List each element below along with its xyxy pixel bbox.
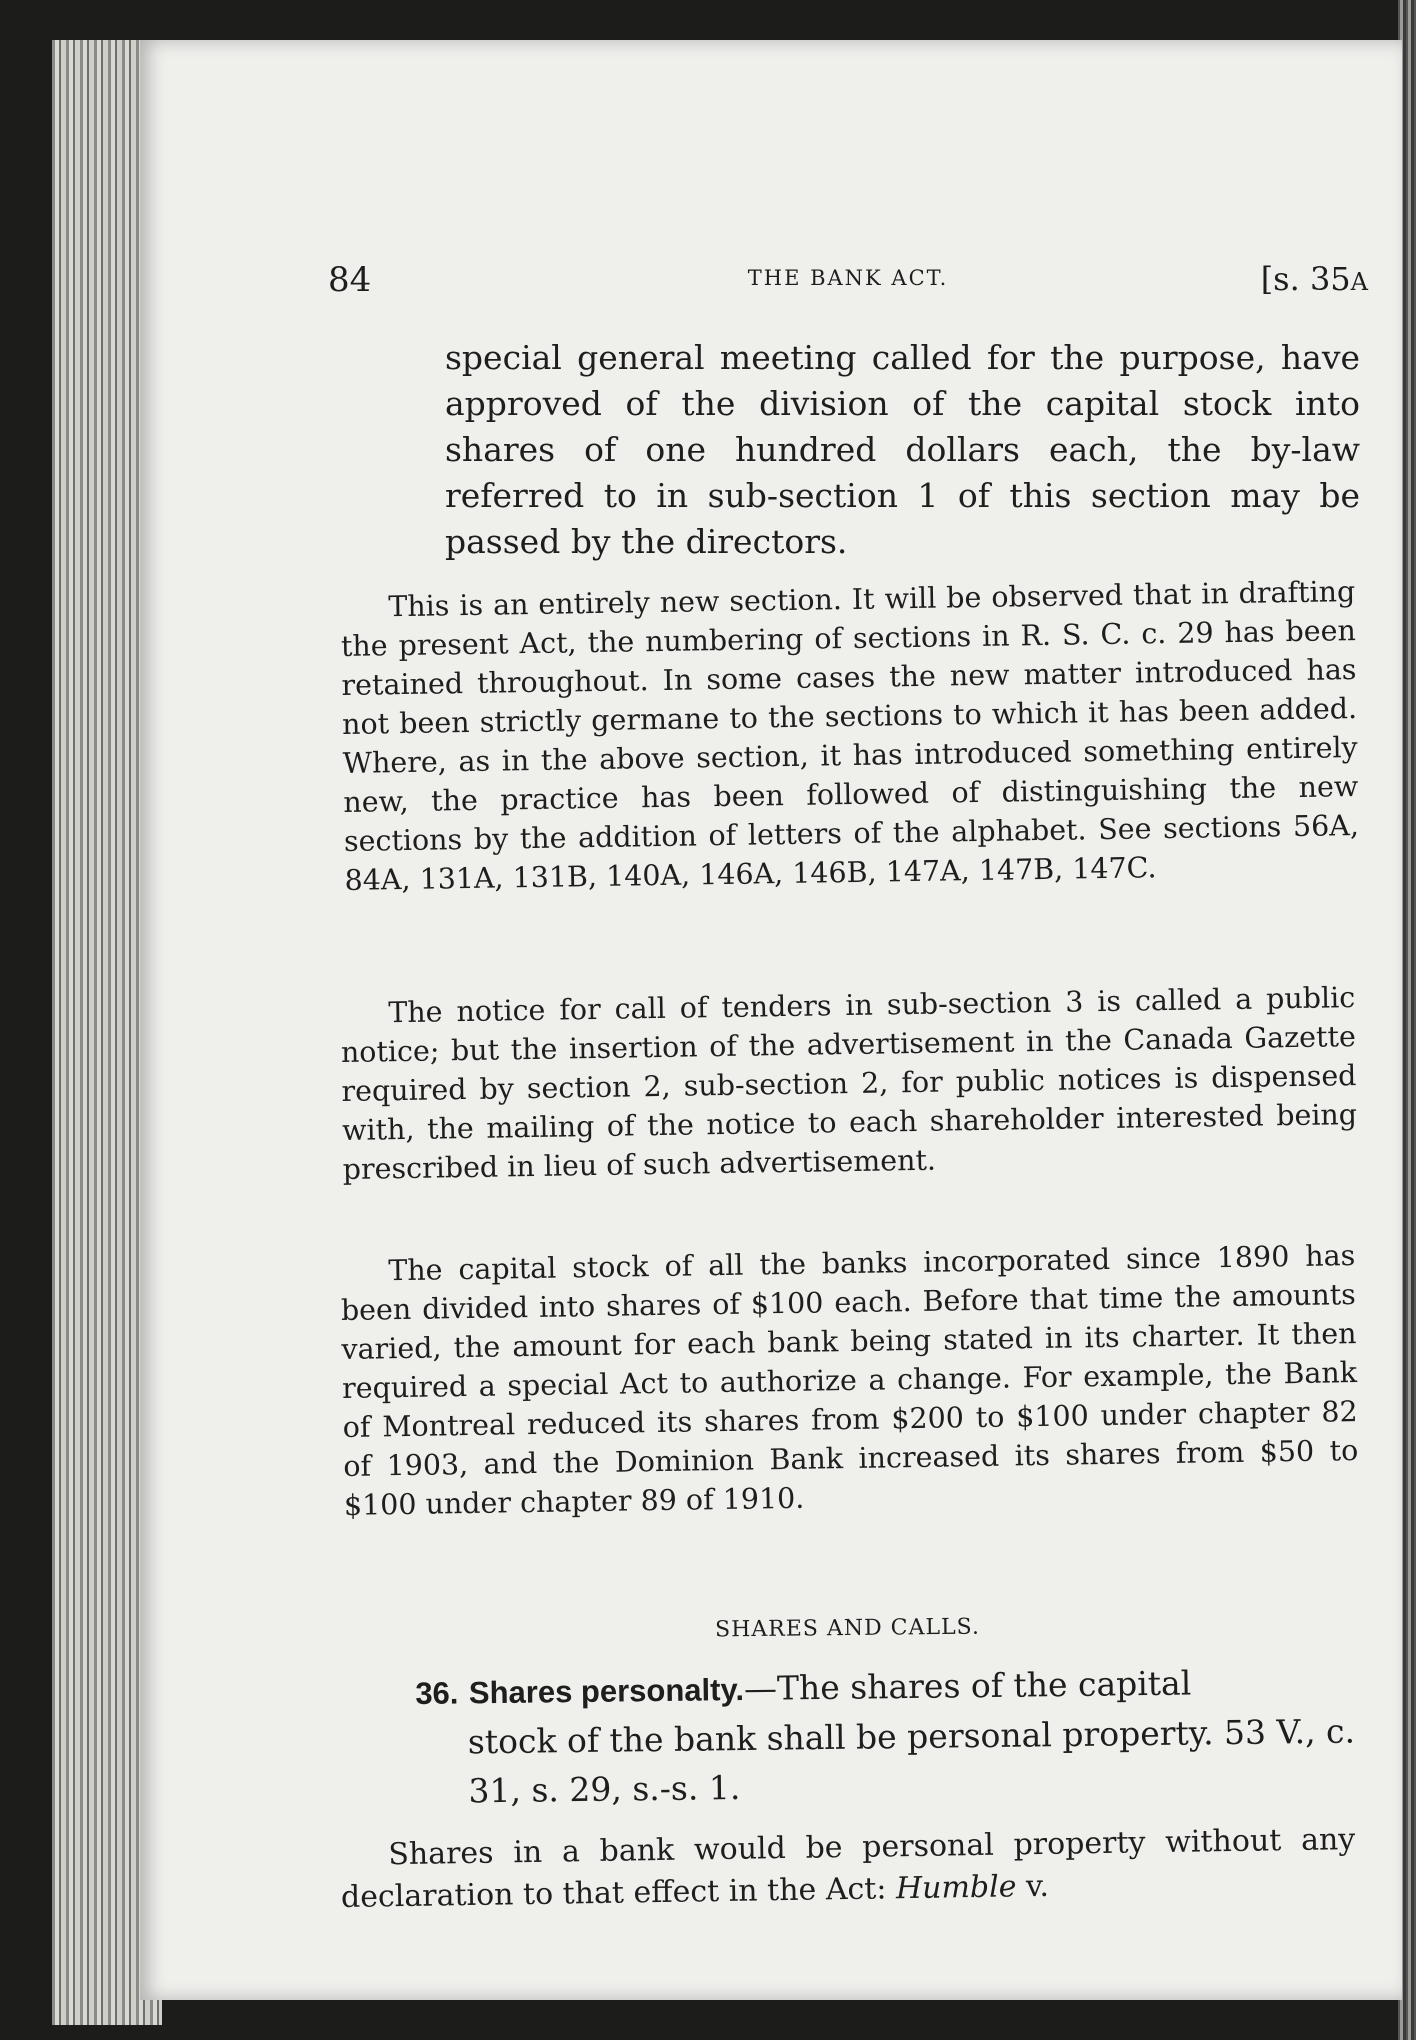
section-36 <box>415 1656 1377 1816</box>
section-reference <box>1261 260 1368 298</box>
section-heading: SHARES AND CALLS. <box>714 1614 981 1643</box>
section-36-title: Shares personalty. <box>468 1671 745 1711</box>
section-36-number: 36. <box>415 1675 459 1711</box>
section-36-text-first: —The shares of the capital <box>743 1663 1192 1708</box>
section-ref-suffix: A <box>1350 268 1368 296</box>
book-page <box>140 40 1402 2000</box>
statute-continuation: special general meeting called for the purpose, have approved of the division of the capital stock into shares of one hundred dollars each, the by-law referred to in sub-section 1 of this section may be passed by the directors. <box>445 338 1360 561</box>
last-note-tail: v. <box>1016 1868 1050 1905</box>
case-name: Humble <box>895 1869 1017 1907</box>
commentary-paragraph-2: The notice for call of tenders in sub-section 3 is called a public notice; but the insertion of the advertisement in the Canada Gazette required by section 2, sub-section 2, for public notices is dispensed with, the mailing of the notice to each shareholder interested being prescribed in lieu of such advertisement. <box>340 981 1358 1186</box>
running-title: THE BANK ACT. <box>747 266 949 290</box>
last-note-text: Shares in a bank would be personal property without any declaration to that effect in the Act: <box>340 1822 1356 1915</box>
section-ref-prefix: [s. 35 <box>1260 260 1351 298</box>
page-header <box>328 230 1368 300</box>
commentary-paragraph-3: The capital stock of all the banks incorporated since 1890 has been divided into shares of $100 each. Before that time the amounts varied, the amount for each bank being stated in its charter. It then required a special Act to authorize a change. For example, the Bank of Montreal reduced its shares from $200 to $100 under chapter 82 of 1903, and the Dominion Bank increased its shares from $50 to $100 under chapter 89 of 1910. <box>340 1239 1359 1522</box>
page-number: 84 <box>328 260 372 300</box>
commentary-paragraph-4 <box>340 1819 1356 1919</box>
commentary-paragraph-1: This is an entirely new section. It will be observed that in drafting the present Act, the numbering of sections in R. S. C. c. 29 has been retained throughout. In some cases the new matter introduced has not been strictly germane to the sections to which it has been added. Where, as in the above section, it has introduced something entirely new, the practice has been followed of distinguishing the new sections by the addition of letters of the alphabet. See sections 56A, 84A, 131A, 131B, 140A, 146A, 146B, 147A, 147B, 147C. <box>340 575 1360 897</box>
section-36-text-rest: stock of the bank shall be personal property. 53 V., c. 31, s. 29, s.-s. 1. <box>467 1711 1356 1811</box>
